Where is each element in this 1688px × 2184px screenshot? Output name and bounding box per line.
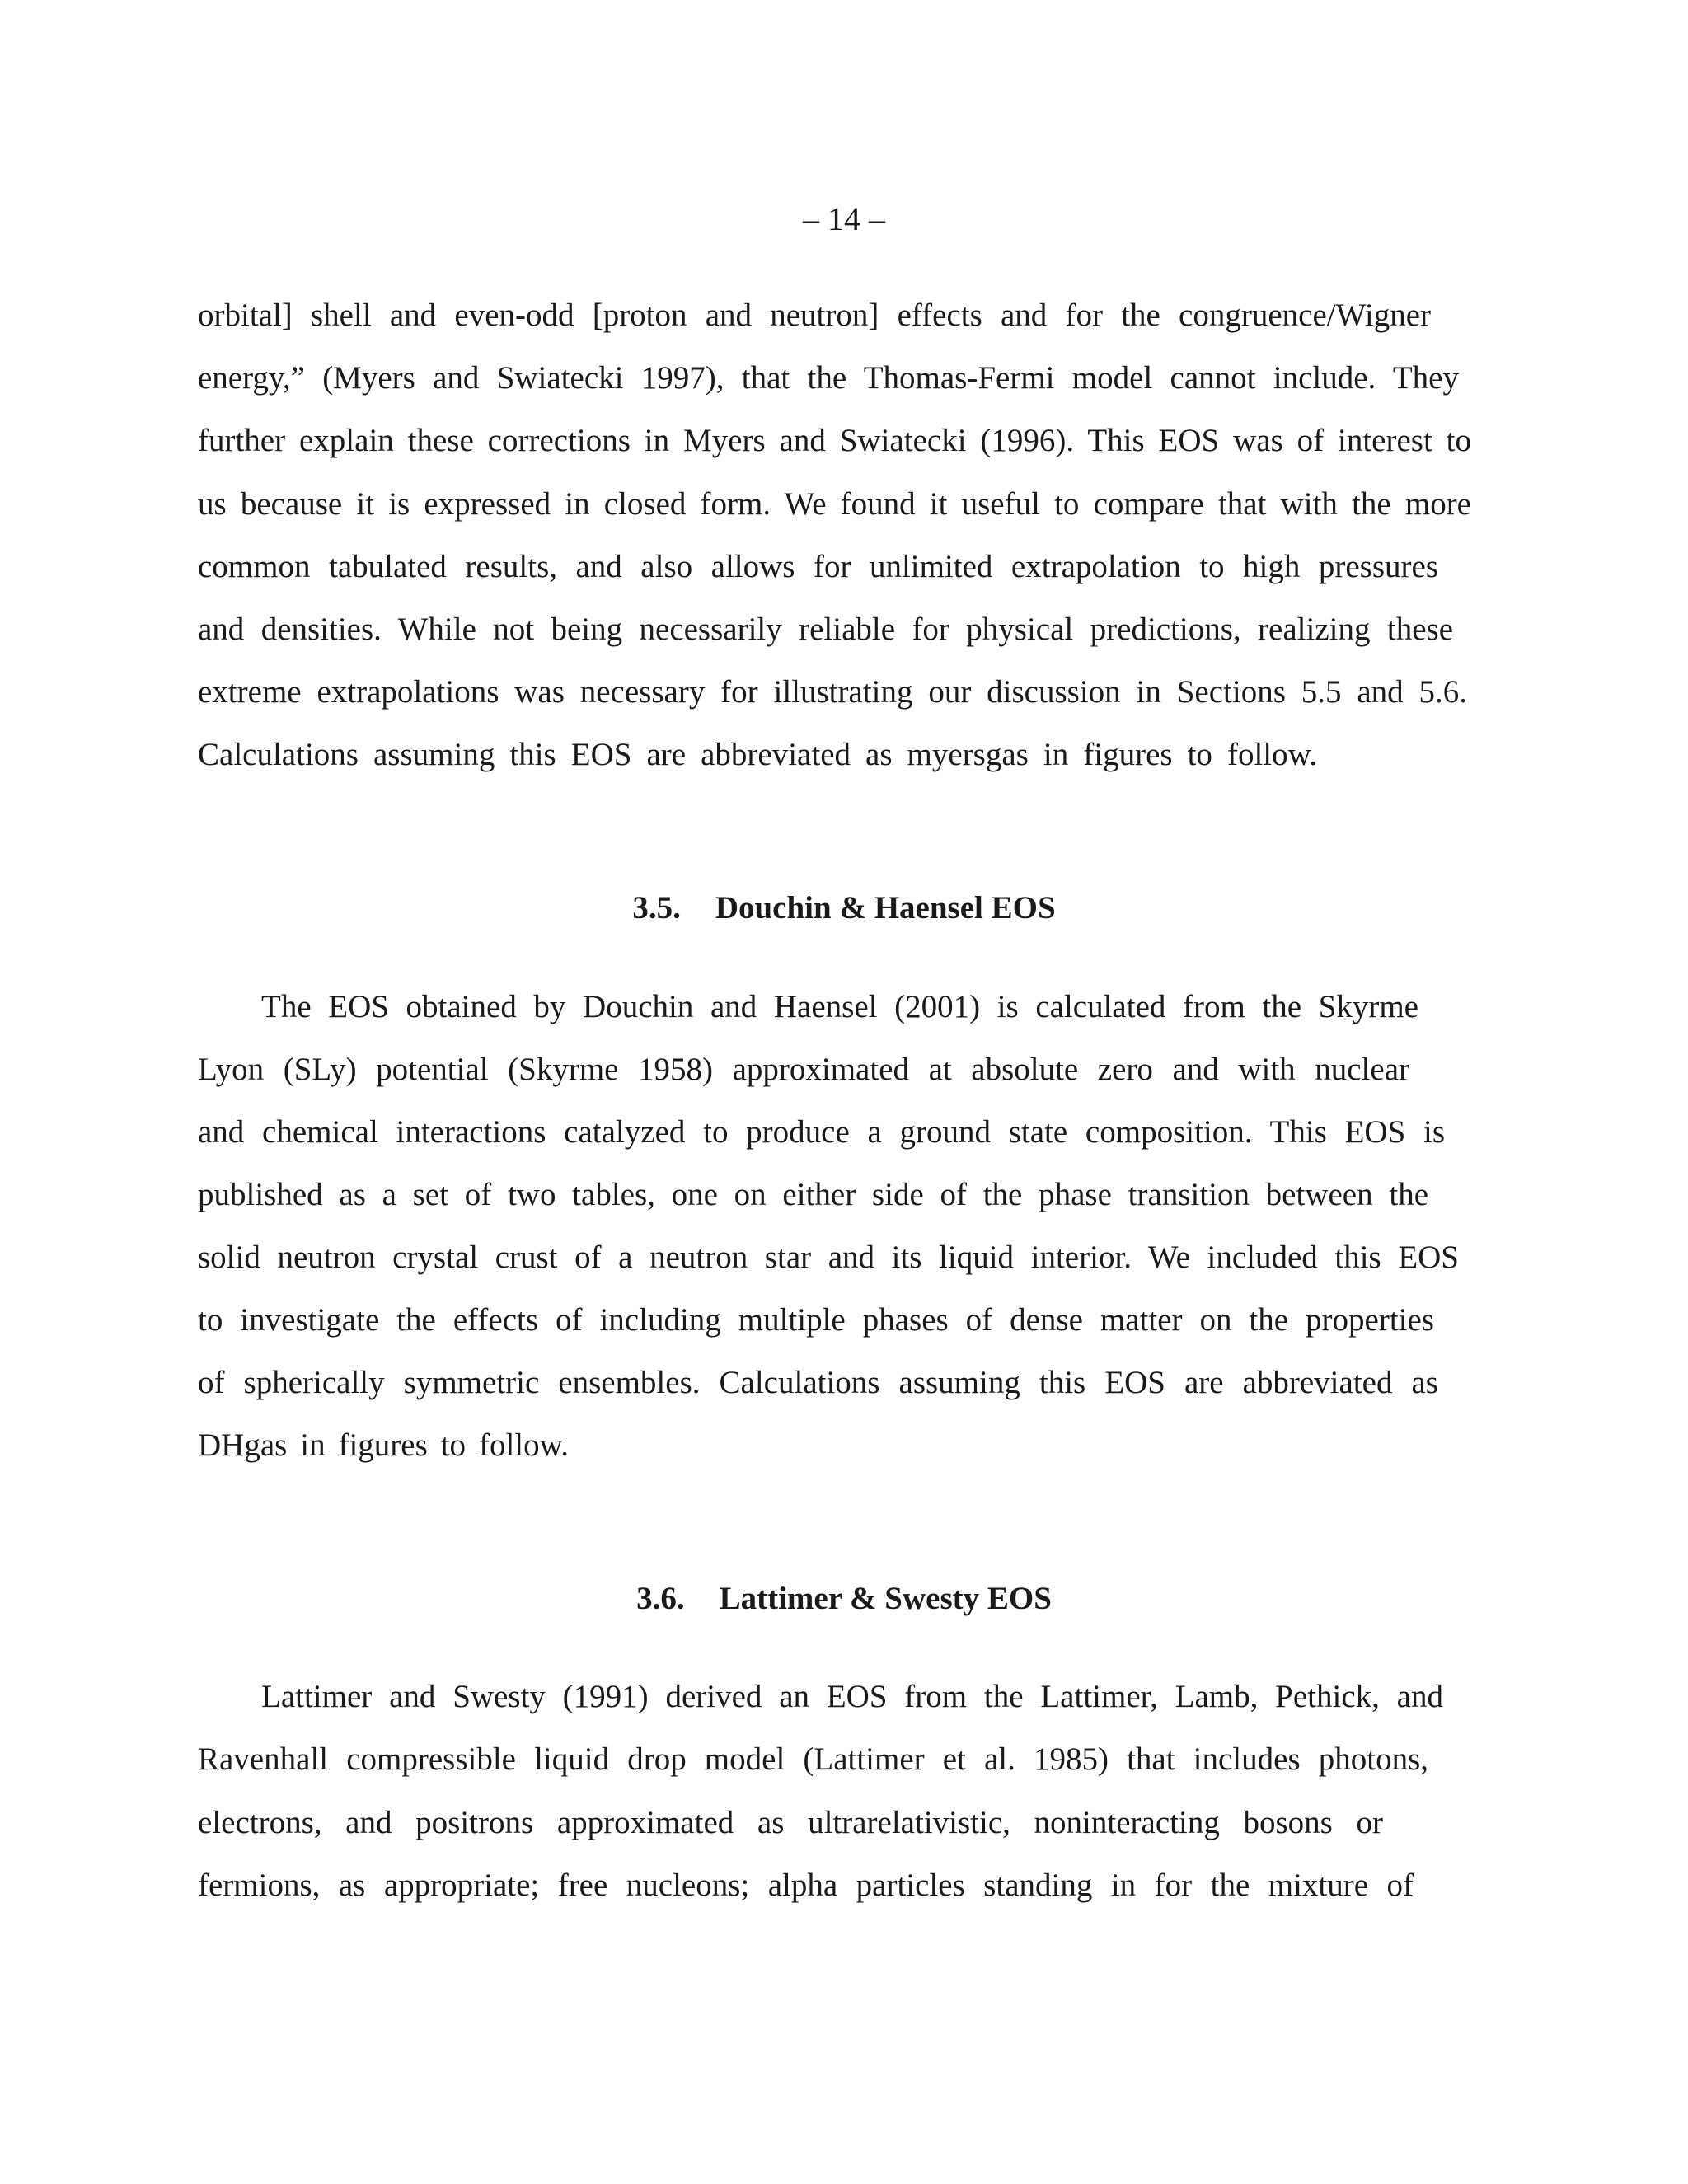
text-line: Ravenhall compressible liquid drop model (Lattimer et al. 1985) that includes photons, — [198, 1741, 1428, 1777]
text-line: electrons, and positrons approximated as ultrarelativistic, noninteracting bosons or — [198, 1805, 1383, 1840]
page-number: – 14 – — [803, 200, 885, 237]
text-line: energy,” (Myers and Swiatecki 1997), that the Thomas-Fermi model cannot include. They — [198, 360, 1459, 396]
text-line: and chemical interactions catalyzed to produce a ground state composition. This EOS is — [198, 1114, 1445, 1150]
text-line: us because it is expressed in closed form. We found it useful to compare that with the more — [198, 486, 1471, 522]
text-line: Lyon (SLy) potential (Skyrme 1958) approximated at absolute zero and with nuclear — [198, 1052, 1409, 1087]
section-heading-3-5 — [0, 885, 1688, 931]
text-line: published as a set of two tables, one on either side of the phase transition between the — [198, 1177, 1428, 1212]
text-line: The EOS obtained by Douchin and Haensel (2001) is calculated from the Skyrme — [261, 989, 1418, 1024]
section-number: 3.5. — [632, 890, 681, 926]
text-line: to investigate the effects of including multiple phases of dense matter on the properties — [198, 1302, 1434, 1338]
text-line: orbital] shell and even-odd [proton and neutron] effects and for the congruence/Wigner — [198, 298, 1431, 333]
section-number: 3.6. — [636, 1581, 685, 1616]
text-line: Lattimer and Swesty (1991) derived an EOS from the Lattimer, Lamb, Pethick, and — [261, 1679, 1443, 1714]
text-line: fermions, as appropriate; free nucleons; alpha particles standing in for the mixture of — [198, 1868, 1414, 1903]
text-line: and densities. While not being necessarily reliable for physical predictions, realizing these — [198, 612, 1453, 647]
section-title: Douchin & Haensel EOS — [715, 890, 1056, 926]
section-heading-3-6 — [0, 1576, 1688, 1622]
text-line: solid neutron crystal crust of a neutron star and its liquid interior. We included this EOS — [198, 1240, 1459, 1275]
text-line: of spherically symmetric ensembles. Calculations assuming this EOS are abbreviated as — [198, 1365, 1438, 1400]
text-line: extreme extrapolations was necessary for illustrating our discussion in Sections 5.5 and 5.6. — [198, 674, 1467, 710]
text-line: further explain these corrections in Myers and Swiatecki (1996). This EOS was of interest to — [198, 423, 1471, 458]
section-title: Lattimer & Swesty EOS — [719, 1581, 1052, 1616]
text-line: Calculations assuming this EOS are abbreviated as myersgas in figures to follow. — [198, 737, 1317, 772]
text-line: DHgas in figures to follow. — [198, 1427, 569, 1463]
text-line: common tabulated results, and also allows for unlimited extrapolation to high pressures — [198, 549, 1438, 584]
